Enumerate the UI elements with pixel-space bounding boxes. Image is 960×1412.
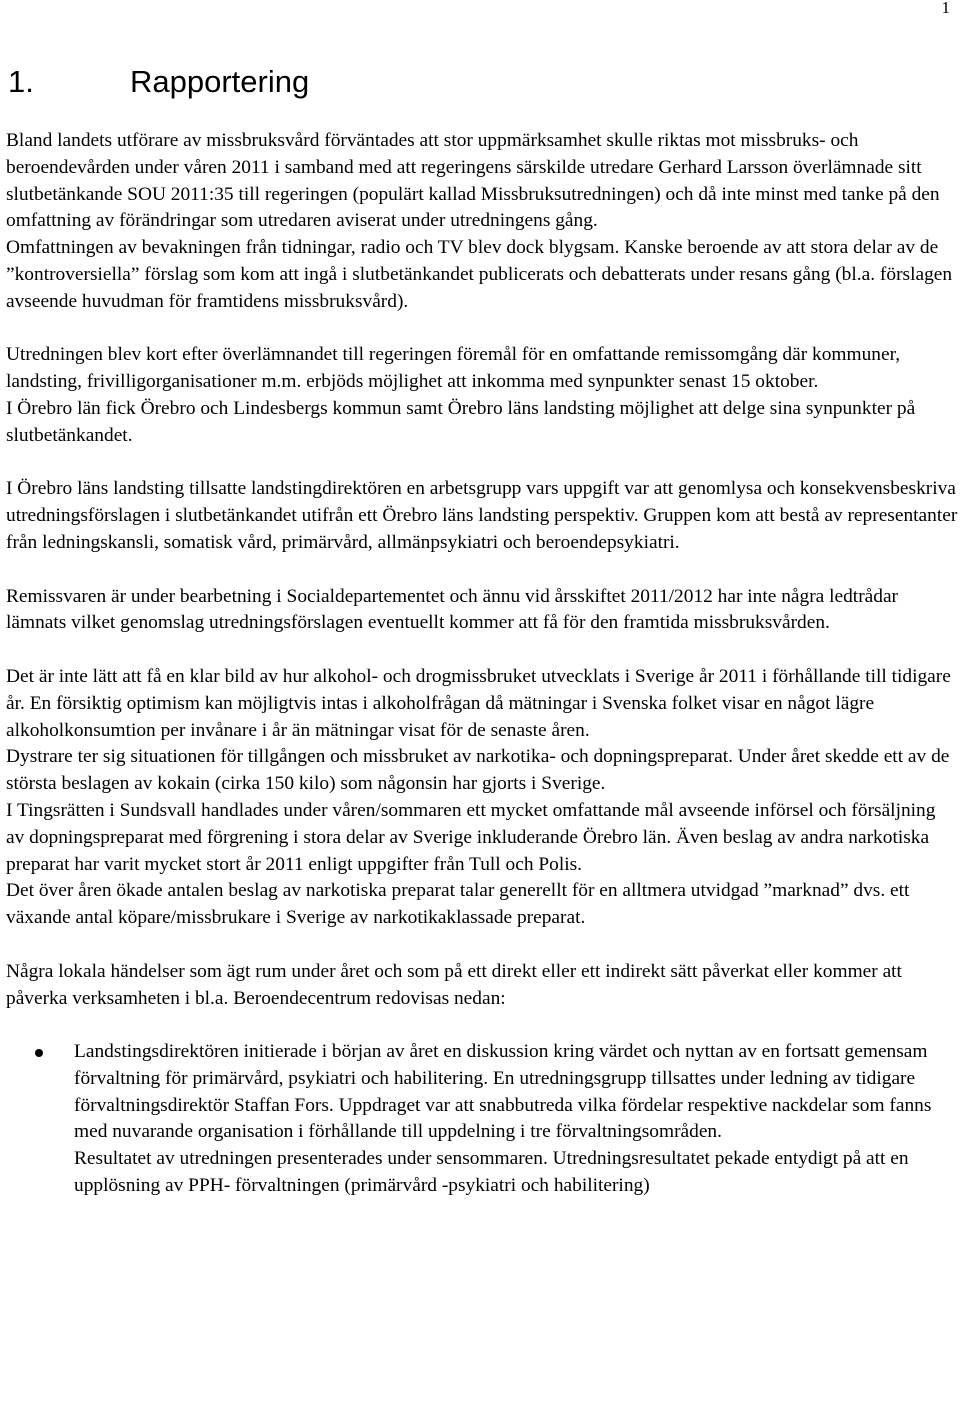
bullet-list: [6, 1039, 958, 1200]
paragraph: Remissvaren är under bearbetning i Socialdepartementet och ännu vid årsskiftet 2011/2012 har inte några ledtrådar lämnats vilket genomslag utredningsförslagen eventuellt kommer att få för den framtida missbruksvården.: [6, 585, 899, 634]
paragraph: Omfattningen av bevakningen från tidningar, radio och TV blev dock blygsam. Kanske beroende av att stora delar av de ”kontroversiella” förslag som kom att ingå i slutbetänkandet publicerats och debatterats under resans gång (bl.a. förslagen avseende huvudman för framtidens missbruksvård).: [6, 237, 953, 312]
bullet-icon: [35, 1049, 43, 1057]
paragraph: Bland landets utförare av missbruksvård förväntades att stor uppmärksamhet skulle riktas mot missbruks- och beroendevården under våren 2011 i samband med att regeringens särskilde utredare Gerhard Larsson överlämnade sitt slutbetänkande SOU 2011:35 till regeringen (populärt kallad Missbruksutredningen) och då inte minst med tanke på den omfattning av förändringar som utredaren aviserat under utredningens gång.: [6, 130, 940, 232]
paragraph: Det är inte lätt att få en klar bild av hur alkohol- och drogmissbruket utvecklats i Sverige år 2011 i förhållande till tidigare år. En försiktig optimism kan möjligtvis intas i alkoholfrågan då mätningar i Svenska folket visar en något lägre alkoholkonsumtion per invånare i år än mätningar visat för de senaste åren.: [6, 665, 951, 741]
section-title: Rapportering: [130, 64, 310, 99]
document-body: [6, 128, 958, 1200]
paragraph: Det över åren ökade antalen beslag av narkotiska preparat talar generellt för en alltmera utvidgad ”marknad” dvs. ett växande antal köpare/missbrukare i Sverige av narkotikaklassade preparat.: [6, 880, 910, 929]
section-heading: [8, 62, 309, 102]
section-number: 1.: [8, 64, 34, 99]
paragraph: Dystrare ter sig situationen för tillgången och missbruket av narkotika- och dopningspreparat. Under året skedde ett av de största beslagen av kokain (cirka 150 kilo) som någonsin har gjorts i Sverige.: [6, 746, 950, 795]
list-item: [6, 1039, 958, 1200]
list-item-continuation: Resultatet av utredningen presenterades under sensommaren. Utredningsresultatet pekade entydigt på att en upplösning av PPH- förvaltningen (primärvård -psykiatri och habilitering): [74, 1148, 909, 1197]
paragraph: I Örebro län fick Örebro och Lindesbergs kommun samt Örebro läns landsting möjlighet att delge sina synpunkter på slutbetänkandet.: [6, 397, 916, 446]
list-item-text: Landstingsdirektören initierade i början av året en diskussion kring värdet och nyttan av en fortsatt gemensam förvaltning för primärvård, psykiatri och habilitering. En utredningsgrupp tillsattes under ledning av tidigare förvaltningsdirektör Staffan Fors. Uppdraget var att snabbutreda vilka fördelar respektive nackdelar som fanns med nuvarande organisation i förhållande till uppdelning i tre förvaltningsområden.: [74, 1041, 932, 1143]
page-number: 1: [941, 0, 950, 17]
paragraph: Utredningen blev kort efter överlämnandet till regeringen föremål för en omfattande remissomgång där kommuner, landsting, frivilligorganisationer m.m. erbjöds möjlighet att inkomma med synpunkter senast 15 oktober.: [6, 344, 901, 393]
paragraph: I Örebro läns landsting tillsatte landstingdirektören en arbetsgrupp vars uppgift var att genomlysa och konsekvensbeskriva utredningsförslagen i slutbetänkandet utifrån ett Örebro läns landsting perspektiv. Gruppen kom att bestå av representanter från ledningskansli, somatisk vård, primärvård, allmänpsykiatri och beroendepsykiatri.: [6, 478, 958, 553]
paragraph: Några lokala händelser som ägt rum under året och som på ett direkt eller ett indirekt sätt påverkat eller kommer att påverka verksamheten i bl.a. Beroendecentrum redovisas nedan:: [6, 960, 902, 1009]
paragraph: I Tingsrätten i Sundsvall handlades under våren/sommaren ett mycket omfattande mål avseende införsel och försäljning av dopningspreparat med förgrening i stora delar av Sverige inkluderande Örebro län. Även beslag av andra narkotiska preparat har varit mycket stort år 2011 enligt uppgifter från Tull och Polis.: [6, 799, 936, 875]
